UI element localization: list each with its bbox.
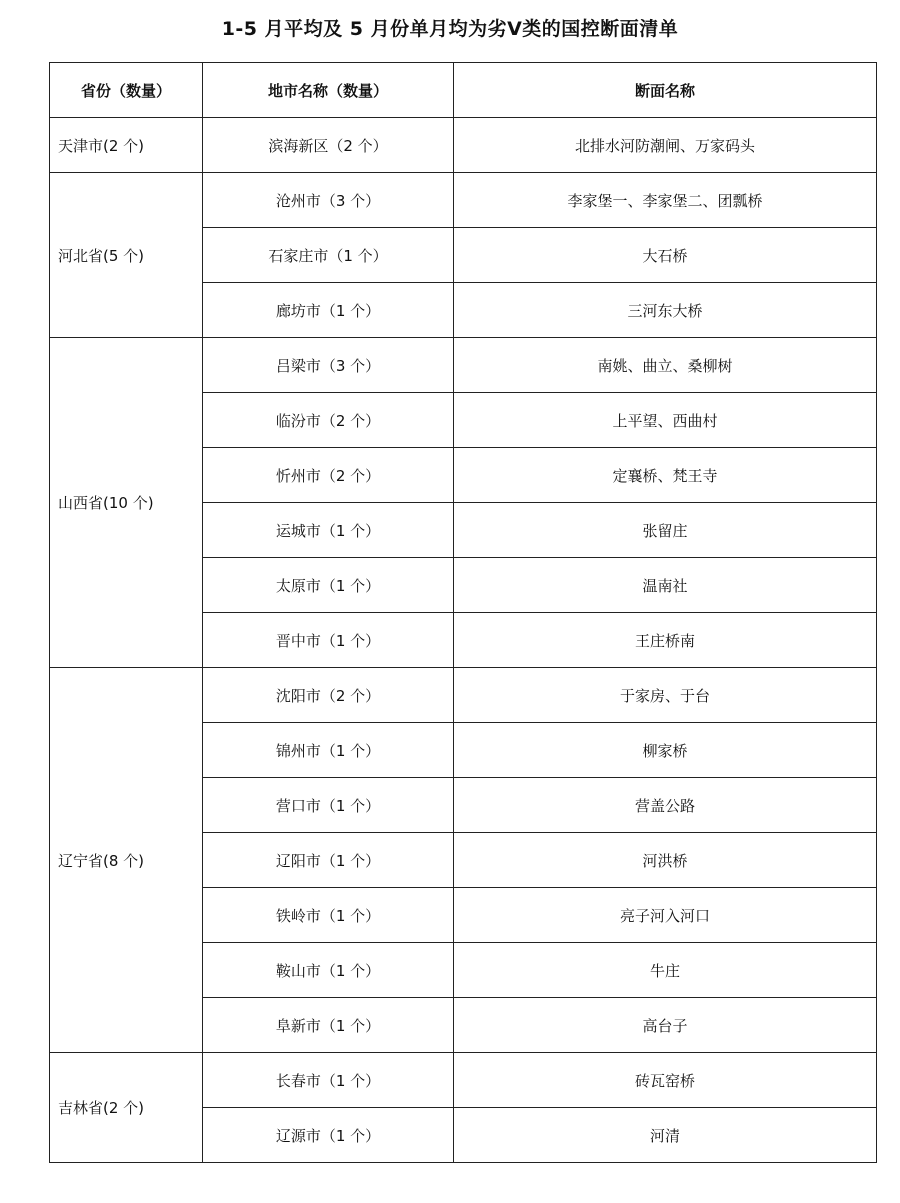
section-cell: 牛庄 [454, 943, 877, 998]
city-cell: 滨海新区（2 个） [203, 118, 454, 173]
city-cell: 吕梁市（3 个） [203, 338, 454, 393]
city-cell: 阜新市（1 个） [203, 998, 454, 1053]
table-row [50, 173, 877, 228]
section-cell: 亮子河入河口 [454, 888, 877, 943]
section-cell: 上平望、西曲村 [454, 393, 877, 448]
section-cell: 河洪桥 [454, 833, 877, 888]
section-cell: 营盖公路 [454, 778, 877, 833]
table-row [50, 338, 877, 393]
section-cell: 河清 [454, 1108, 877, 1163]
city-cell: 太原市（1 个） [203, 558, 454, 613]
section-cell: 定襄桥、梵王寺 [454, 448, 877, 503]
header-row [50, 63, 877, 118]
city-cell: 营口市（1 个） [203, 778, 454, 833]
header-province: 省份（数量） [50, 63, 203, 118]
city-cell: 临汾市（2 个） [203, 393, 454, 448]
section-cell: 北排水河防潮闸、万家码头 [454, 118, 877, 173]
city-cell: 锦州市（1 个） [203, 723, 454, 778]
table-row [50, 668, 877, 723]
table-body [50, 118, 877, 1163]
province-cell: 吉林省(2 个) [50, 1053, 203, 1163]
section-cell: 于家房、于台 [454, 668, 877, 723]
city-cell: 沧州市（3 个） [203, 173, 454, 228]
page-title: 1-5 月平均及 5 月份单月均为劣Ⅴ类的国控断面清单 [221, 18, 679, 40]
section-cell: 温南社 [454, 558, 877, 613]
city-cell: 辽阳市（1 个） [203, 833, 454, 888]
table-row [50, 1053, 877, 1108]
city-cell: 辽源市（1 个） [203, 1108, 454, 1163]
table-row [50, 118, 877, 173]
province-cell: 天津市(2 个) [50, 118, 203, 173]
header-section: 断面名称 [454, 63, 877, 118]
city-cell: 廊坊市（1 个） [203, 283, 454, 338]
section-cell: 高台子 [454, 998, 877, 1053]
section-cell: 南姚、曲立、桑柳树 [454, 338, 877, 393]
city-cell: 晋中市（1 个） [203, 613, 454, 668]
section-cell: 三河东大桥 [454, 283, 877, 338]
section-cell: 张留庄 [454, 503, 877, 558]
section-cell: 砖瓦窑桥 [454, 1053, 877, 1108]
city-cell: 铁岭市（1 个） [203, 888, 454, 943]
section-cell: 王庄桥南 [454, 613, 877, 668]
province-cell: 河北省(5 个) [50, 173, 203, 338]
table-header [50, 63, 877, 118]
section-cell: 大石桥 [454, 228, 877, 283]
city-cell: 忻州市（2 个） [203, 448, 454, 503]
section-cell: 李家堡一、李家堡二、团瓢桥 [454, 173, 877, 228]
section-list-table [49, 62, 877, 1163]
city-cell: 沈阳市（2 个） [203, 668, 454, 723]
city-cell: 长春市（1 个） [203, 1053, 454, 1108]
city-cell: 运城市（1 个） [203, 503, 454, 558]
province-cell: 山西省(10 个) [50, 338, 203, 668]
city-cell: 石家庄市（1 个） [203, 228, 454, 283]
section-cell: 柳家桥 [454, 723, 877, 778]
province-cell: 辽宁省(8 个) [50, 668, 203, 1053]
header-city: 地市名称（数量） [203, 63, 454, 118]
city-cell: 鞍山市（1 个） [203, 943, 454, 998]
